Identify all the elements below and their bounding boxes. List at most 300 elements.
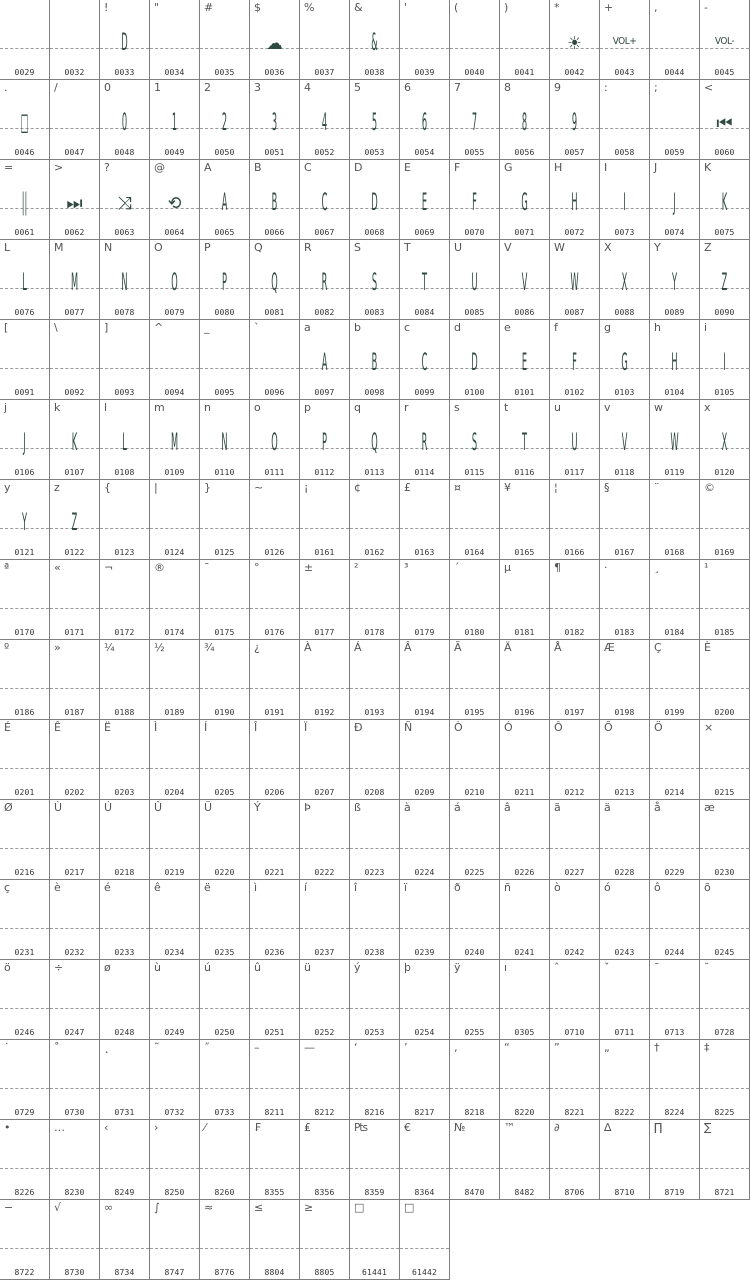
cell-character: S — [354, 241, 361, 254]
glyph-cell — [150, 320, 200, 400]
glyph-cell — [200, 960, 250, 1040]
cell-code: 0035 — [214, 68, 235, 77]
cell-code: 0057 — [564, 148, 585, 157]
cell-character: N — [104, 241, 113, 254]
baseline-guide — [50, 848, 99, 849]
cell-character: € — [404, 1121, 411, 1134]
glyph-preview: I — [623, 188, 626, 216]
cell-character: x — [704, 401, 711, 414]
glyph-cell — [650, 560, 700, 640]
cell-code: 0060 — [714, 148, 735, 157]
cell-code: 0227 — [564, 868, 585, 877]
cell-character: □ — [354, 1201, 365, 1214]
baseline-guide — [450, 1088, 499, 1089]
glyph-cell — [700, 880, 750, 960]
glyph-cell — [700, 320, 750, 400]
cell-character: µ — [504, 561, 511, 574]
cell-code: 0226 — [514, 868, 535, 877]
cell-character: ù — [154, 961, 161, 974]
cell-character: . — [4, 81, 8, 94]
cell-character: b — [354, 321, 361, 334]
cell-code: 8226 — [14, 1188, 35, 1197]
cell-character: } — [204, 481, 211, 494]
cell-code: 0239 — [414, 948, 435, 957]
baseline-guide — [500, 768, 549, 769]
baseline-guide — [350, 1168, 399, 1169]
cell-character: ™ — [504, 1121, 515, 1134]
glyph-cell — [150, 720, 200, 800]
glyph-cell — [600, 800, 650, 880]
cell-character: ® — [154, 561, 165, 574]
cell-code: 0047 — [64, 148, 85, 157]
baseline-guide — [50, 1008, 99, 1009]
glyph-cell — [0, 880, 50, 960]
cell-character: ¼ — [104, 641, 115, 654]
baseline-guide — [300, 1008, 349, 1009]
cell-code: 0219 — [164, 868, 185, 877]
cell-code: 0236 — [264, 948, 285, 957]
glyph-cell — [600, 960, 650, 1040]
cell-character: ÷ — [54, 961, 64, 974]
glyph-preview: G — [621, 348, 628, 376]
cell-code: 8216 — [364, 1108, 385, 1117]
glyph-preview: W — [570, 268, 579, 296]
baseline-guide — [50, 1168, 99, 1169]
glyph-cell — [100, 240, 150, 320]
glyph-cell — [600, 1120, 650, 1200]
glyph-cell — [650, 480, 700, 560]
cell-character: Å — [554, 641, 562, 654]
glyph-cell — [250, 80, 300, 160]
cell-character: ë — [204, 881, 211, 894]
baseline-guide — [150, 608, 199, 609]
cell-character: Q — [254, 241, 263, 254]
glyph-cell — [550, 80, 600, 160]
cell-code: 0104 — [664, 388, 685, 397]
glyph-cell — [0, 480, 50, 560]
cell-code: 8805 — [314, 1268, 335, 1277]
cell-code: 0177 — [314, 628, 335, 637]
glyph-cell — [550, 720, 600, 800]
cell-code: 0039 — [414, 68, 435, 77]
baseline-guide — [500, 608, 549, 609]
baseline-guide — [150, 688, 199, 689]
glyph-cell — [200, 320, 250, 400]
cell-code: 0246 — [14, 1028, 35, 1037]
glyph-cell — [300, 400, 350, 480]
glyph-preview: O — [271, 428, 278, 456]
cell-code: 8260 — [214, 1188, 235, 1197]
baseline-guide — [250, 688, 299, 689]
cell-character: i — [704, 321, 708, 334]
glyph-cell — [50, 1200, 100, 1280]
cell-character: Ì — [154, 721, 158, 734]
cell-character: # — [204, 1, 214, 14]
baseline-guide — [300, 1088, 349, 1089]
cell-code: 8804 — [264, 1268, 285, 1277]
glyph-cell — [250, 720, 300, 800]
glyph-cell — [50, 0, 100, 80]
cell-character: ä — [604, 801, 611, 814]
glyph-cell — [100, 880, 150, 960]
baseline-guide — [700, 928, 749, 929]
cell-character: Â — [404, 641, 412, 654]
cell-code: 0162 — [364, 548, 385, 557]
cell-code: 0248 — [114, 1028, 135, 1037]
cell-code: 0088 — [614, 308, 635, 317]
baseline-guide — [100, 1008, 149, 1009]
cell-character: / — [54, 81, 58, 94]
cell-character: $ — [254, 1, 261, 14]
glyph-preview: Q — [271, 268, 278, 296]
cell-code: 0217 — [64, 868, 85, 877]
baseline-guide — [50, 1088, 99, 1089]
glyph-cell — [500, 400, 550, 480]
baseline-guide — [100, 608, 149, 609]
cell-character: ú — [204, 961, 211, 974]
cell-code: 8222 — [614, 1108, 635, 1117]
cell-code: 0171 — [64, 628, 85, 637]
cell-character: â — [504, 801, 511, 814]
cell-code: 0099 — [414, 388, 435, 397]
cell-character: ≥ — [304, 1201, 314, 1214]
cell-character: Á — [354, 641, 362, 654]
glyph-cell — [400, 640, 450, 720]
baseline-guide — [450, 848, 499, 849]
glyph-cell — [250, 160, 300, 240]
cell-code: 0240 — [464, 948, 485, 957]
cell-character: 2 — [204, 81, 211, 94]
cell-character: ₣ — [254, 1121, 261, 1134]
cell-character: √ — [54, 1201, 62, 1214]
cell-code: 0206 — [264, 788, 285, 797]
cell-character: ¬ — [104, 561, 114, 574]
glyph-preview: A — [321, 348, 328, 376]
cell-code: 0084 — [414, 308, 435, 317]
cell-code: 0164 — [464, 548, 485, 557]
glyph-cell — [150, 1200, 200, 1280]
cell-code: 0170 — [14, 628, 35, 637]
glyph-cell — [350, 880, 400, 960]
cell-code: 0107 — [64, 468, 85, 477]
baseline-guide — [600, 1168, 649, 1169]
baseline-guide — [600, 1088, 649, 1089]
cell-character: ( — [454, 1, 459, 14]
glyph-cell — [0, 1040, 50, 1120]
cell-code: 0117 — [564, 468, 585, 477]
glyph-cell — [100, 800, 150, 880]
cell-code: 0711 — [614, 1028, 635, 1037]
glyph-cell — [200, 480, 250, 560]
glyph-preview: A — [221, 188, 228, 216]
baseline-guide — [200, 1008, 249, 1009]
glyph-cell — [450, 1040, 500, 1120]
glyph-cell — [450, 640, 500, 720]
baseline-guide — [550, 1168, 599, 1169]
baseline-guide — [350, 928, 399, 929]
baseline-guide — [50, 688, 99, 689]
glyph-preview: K — [71, 428, 78, 456]
glyph-cell — [300, 640, 350, 720]
cell-character: Í — [204, 721, 208, 734]
cell-character: 3 — [254, 81, 261, 94]
cell-code: 61442 — [411, 1268, 438, 1277]
glyph-cell — [600, 560, 650, 640]
cell-code: 0169 — [714, 548, 735, 557]
glyph-cell — [400, 160, 450, 240]
cell-character: ¨ — [654, 481, 660, 494]
cell-character: n — [204, 401, 211, 414]
baseline-guide — [450, 1168, 499, 1169]
cell-code: 0179 — [414, 628, 435, 637]
cell-code: 0208 — [364, 788, 385, 797]
baseline-guide — [450, 528, 499, 529]
glyph-cell — [200, 640, 250, 720]
cell-code: 0098 — [364, 388, 385, 397]
baseline-guide — [500, 1168, 549, 1169]
glyph-cell — [0, 320, 50, 400]
glyph-cell — [650, 1040, 700, 1120]
baseline-guide — [150, 48, 199, 49]
cell-code: 0105 — [714, 388, 735, 397]
baseline-guide — [0, 608, 49, 609]
glyph-cell — [700, 640, 750, 720]
glyph-cell — [550, 800, 600, 880]
cell-code: 0079 — [164, 308, 185, 317]
glyph-cell — [700, 160, 750, 240]
glyph-cell — [0, 160, 50, 240]
glyph-cell — [550, 960, 600, 1040]
cell-character: æ — [704, 801, 715, 814]
cell-code: 0305 — [514, 1028, 535, 1037]
glyph-cell — [550, 640, 600, 720]
glyph-cell — [450, 400, 500, 480]
cell-character: ₧ — [354, 1121, 368, 1134]
cell-character: s — [454, 401, 460, 414]
cell-code: 8734 — [114, 1268, 135, 1277]
cell-character: Ø — [4, 801, 13, 814]
baseline-guide — [400, 608, 449, 609]
glyph-cell — [250, 400, 300, 480]
cell-character: J — [654, 161, 658, 174]
cell-code: 0063 — [114, 228, 135, 237]
cell-character: r — [404, 401, 409, 414]
cell-code: 0032 — [64, 68, 85, 77]
glyph-cell — [600, 160, 650, 240]
baseline-guide — [150, 1008, 199, 1009]
cell-character: ¹ — [704, 561, 709, 574]
cloud-icon: ☁ — [266, 33, 283, 54]
glyph-cell — [600, 0, 650, 80]
baseline-guide — [700, 768, 749, 769]
cell-code: 0078 — [114, 308, 135, 317]
cell-code: 0112 — [314, 468, 335, 477]
cell-code: 0106 — [14, 468, 35, 477]
glyph-cell — [350, 560, 400, 640]
cell-code: 0103 — [614, 388, 635, 397]
cell-code: 0198 — [614, 708, 635, 717]
baseline-guide — [150, 1088, 199, 1089]
baseline-guide — [700, 1088, 749, 1089]
glyph-preview: P — [222, 268, 227, 296]
glyph-cell — [650, 640, 700, 720]
cell-character: 8 — [504, 81, 511, 94]
cell-character: ∏ — [654, 1121, 663, 1134]
cell-character: ∂ — [554, 1121, 560, 1134]
baseline-guide — [50, 768, 99, 769]
cell-character: 0 — [104, 81, 111, 94]
baseline-guide — [250, 608, 299, 609]
cell-character: õ — [704, 881, 711, 894]
cell-code: 0710 — [564, 1028, 585, 1037]
cell-code: 0097 — [314, 388, 335, 397]
glyph-cell — [350, 0, 400, 80]
cell-code: 0096 — [264, 388, 285, 397]
glyph-cell — [300, 0, 350, 80]
glyph-cell — [650, 720, 700, 800]
glyph-cell — [300, 720, 350, 800]
glyph-cell — [0, 0, 50, 80]
cell-character: p — [304, 401, 311, 414]
glyph-cell — [350, 240, 400, 320]
baseline-guide — [500, 1088, 549, 1089]
glyph-cell — [550, 320, 600, 400]
glyph-preview: J — [23, 428, 26, 456]
cell-character: ü — [304, 961, 311, 974]
glyph-cell — [550, 1040, 600, 1120]
cell-code: 0247 — [64, 1028, 85, 1037]
cell-character: ò — [554, 881, 561, 894]
cell-character: o — [254, 401, 261, 414]
cell-character: V — [504, 241, 512, 254]
cell-code: 0069 — [414, 228, 435, 237]
cell-code: 0180 — [464, 628, 485, 637]
cell-code: 0042 — [564, 68, 585, 77]
cell-character: v — [604, 401, 611, 414]
glyph-cell — [100, 720, 150, 800]
cell-code: 0209 — [414, 788, 435, 797]
glyph-cell — [650, 240, 700, 320]
cell-character: ; — [654, 81, 658, 94]
cell-code: 0124 — [164, 548, 185, 557]
glyph-cell — [250, 1200, 300, 1280]
glyph-preview: X — [621, 268, 628, 296]
glyph-cell — [450, 480, 500, 560]
cell-character: j — [4, 401, 8, 414]
cell-character: ‚ — [454, 1041, 458, 1054]
baseline-guide — [250, 528, 299, 529]
cell-character: » — [54, 641, 61, 654]
cell-character: G — [504, 161, 513, 174]
cell-character: Ã — [454, 641, 462, 654]
glyph-cell — [700, 0, 750, 80]
glyph-cell — [600, 400, 650, 480]
glyph-preview: & — [371, 28, 378, 56]
cell-code: 0234 — [164, 948, 185, 957]
glyph-cell — [50, 1120, 100, 1200]
cell-code: 8212 — [314, 1108, 335, 1117]
cell-code: 0222 — [314, 868, 335, 877]
glyph-cell — [450, 720, 500, 800]
cell-character: Ù — [54, 801, 63, 814]
cell-character: ø — [104, 961, 111, 974]
cell-character: ¡ — [304, 481, 309, 494]
cell-character: Z — [704, 241, 712, 254]
glyph-cell — [150, 240, 200, 320]
cell-code: 0732 — [164, 1108, 185, 1117]
glyph-preview: G — [521, 188, 528, 216]
glyph-cell — [500, 880, 550, 960]
cell-code: 0251 — [264, 1028, 285, 1037]
cell-character: A — [204, 161, 212, 174]
glyph-cell — [700, 1120, 750, 1200]
glyph-cell — [600, 240, 650, 320]
glyph-cell — [500, 480, 550, 560]
cell-character: † — [654, 1041, 660, 1054]
glyph-cell — [250, 0, 300, 80]
glyph-cell — [250, 800, 300, 880]
glyph-cell — [550, 0, 600, 80]
glyph-preview: B — [271, 188, 278, 216]
cell-code: 0254 — [414, 1028, 435, 1037]
cell-code: 0053 — [364, 148, 385, 157]
glyph-cell — [200, 160, 250, 240]
glyph-cell — [650, 400, 700, 480]
cell-character: & — [354, 1, 363, 14]
cell-code: 0181 — [514, 628, 535, 637]
glyph-cell — [100, 320, 150, 400]
cell-character: Î — [254, 721, 258, 734]
cell-code: 0090 — [714, 308, 735, 317]
glyph-cell — [0, 800, 50, 880]
cell-code: 0085 — [464, 308, 485, 317]
baseline-guide — [0, 1248, 49, 1249]
glyph-cell — [650, 1120, 700, 1200]
glyph-cell — [500, 640, 550, 720]
cell-code: 8719 — [664, 1188, 685, 1197]
cell-code: 0185 — [714, 628, 735, 637]
cell-code: 0203 — [114, 788, 135, 797]
glyph-cell — [0, 1120, 50, 1200]
baseline-guide — [100, 688, 149, 689]
baseline-guide — [200, 928, 249, 929]
baseline-guide — [250, 1248, 299, 1249]
baseline-guide — [500, 928, 549, 929]
baseline-guide — [150, 1248, 199, 1249]
baseline-guide — [700, 1008, 749, 1009]
cell-character: ª — [4, 561, 10, 574]
glyph-cell — [650, 80, 700, 160]
glyph-cell — [600, 720, 650, 800]
baseline-guide — [700, 688, 749, 689]
glyph-cell — [50, 1040, 100, 1120]
cell-character: « — [54, 561, 61, 574]
cell-code: 0048 — [114, 148, 135, 157]
glyph-cell — [550, 560, 600, 640]
baseline-guide — [50, 608, 99, 609]
glyph-cell — [350, 400, 400, 480]
glyph-cell — [450, 80, 500, 160]
cell-character: 5 — [354, 81, 361, 94]
glyph-cell — [50, 480, 100, 560]
cell-code: 0243 — [614, 948, 635, 957]
cell-code: 0165 — [514, 548, 535, 557]
glyph-cell — [300, 1120, 350, 1200]
glyph-cell — [250, 640, 300, 720]
cell-code: 0114 — [414, 468, 435, 477]
baseline-guide — [300, 1248, 349, 1249]
cell-character: l — [104, 401, 108, 414]
